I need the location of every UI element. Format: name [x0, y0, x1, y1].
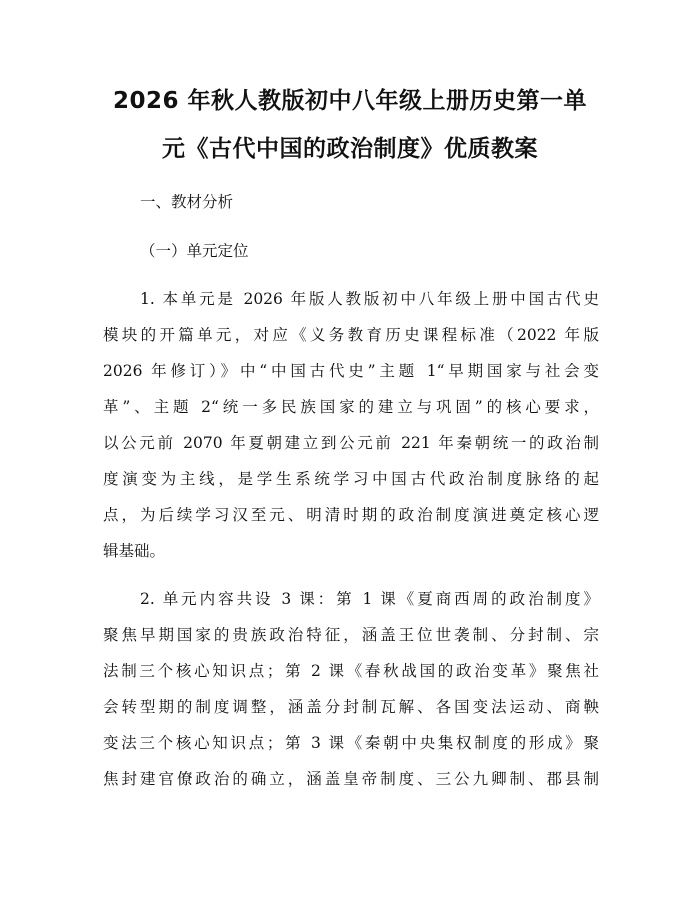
- paragraph-2-line: 焦封建官僚政治的确立，涵盖皇帝制度、三公九卿制、郡县制: [103, 770, 599, 788]
- paragraph-2-line: 变法三个核心知识点；第 3 课《秦朝中央集权制度的形成》聚: [103, 734, 599, 752]
- paragraph-2-line: 聚焦早期国家的贵族政治特征，涵盖王位世袭制、分封制、宗: [103, 626, 599, 644]
- paragraph-1-line: 革”、主题 2“统一多民族国家的建立与巩固”的核心要求，: [103, 398, 599, 416]
- paragraph-1-line: 2026 年修订）》中“中国古代史”主题 1“早期国家与社会变: [103, 362, 599, 380]
- paragraph-1-line: 点，为后续学习汉至元、明清时期的政治制度演进奠定核心逻: [103, 506, 599, 524]
- paragraph-1-line: 1. 本单元是 2026 年版人教版初中八年级上册中国古代史: [140, 290, 599, 308]
- paragraph-1-line: 以公元前 2070 年夏朝建立到公元前 221 年秦朝统一的政治制: [103, 434, 599, 452]
- paragraph-1-line: 度演变为主线，是学生系统学习中国古代政治制度脉络的起: [103, 470, 599, 488]
- paragraph-1-line: 模块的开篇单元，对应《义务教育历史课程标准（2022 年版: [103, 326, 599, 344]
- paragraph-2-line: 法制三个核心知识点；第 2 课《春秋战国的政治变革》聚焦社: [103, 662, 599, 680]
- subsection-heading: （一）单元定位: [140, 242, 249, 260]
- paragraph-1-line: 辑基础。: [103, 542, 166, 560]
- document-title-line-1: 2026 年秋人教版初中八年级上册历史第一单: [112, 88, 588, 114]
- paragraph-2-line: 会转型期的制度调整，涵盖分封制瓦解、各国变法运动、商鞅: [103, 698, 599, 716]
- document-title-line-2: 元《古代中国的政治制度》优质教案: [162, 136, 538, 162]
- paragraph-2-line: 2. 单元内容共设 3 课：第 1 课《夏商西周的政治制度》: [140, 590, 599, 608]
- section-heading: 一、教材分析: [140, 193, 234, 211]
